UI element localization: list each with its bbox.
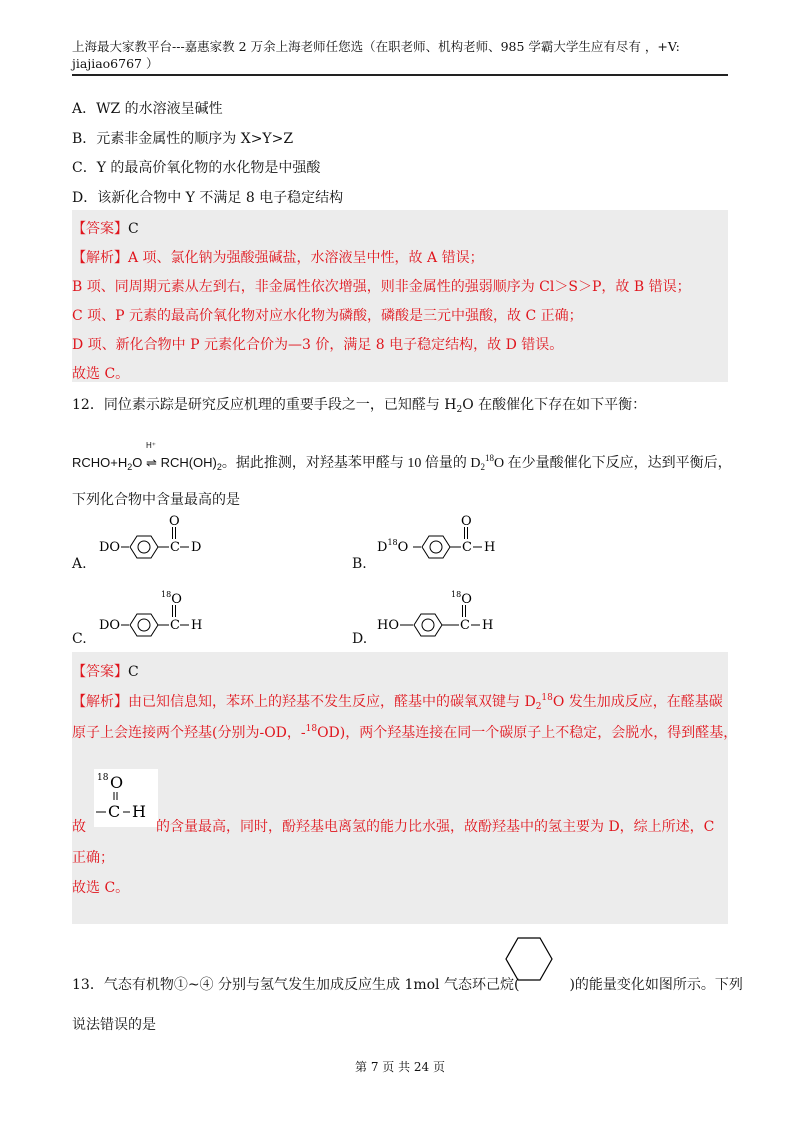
- superscript: 18: [485, 453, 495, 463]
- q11-analysis-line-1: [72, 247, 484, 267]
- analysis-text: 由已知信息知，苯环上的羟基不发生反应，醛基中的碳氧双键与 D: [128, 694, 536, 710]
- atom-label: DO: [99, 618, 121, 633]
- analysis-text: 故: [72, 819, 86, 835]
- header-line-1: 上海最大家教平台---嘉惠家教 2 万余上海老师任您选（在职老师、机构老师、985 学霸大学生应有尽有 ，+V:: [72, 39, 680, 54]
- structure-d: [373, 588, 513, 646]
- benzene-ring: [130, 614, 158, 636]
- answer-tag: 【答案】: [72, 664, 128, 680]
- analysis-text: O 发生加成反应，在醛基碳: [552, 694, 723, 710]
- cyclohexane-icon: [501, 936, 557, 982]
- atom-label: $D^{18}O$: [377, 538, 409, 555]
- ring-circle: [430, 541, 442, 553]
- q11-analysis-line-3: C 项、P 元素的最高价氧化物对应水化物为磷酸，磷酸是三元中强酸，故 C 正确；: [72, 308, 583, 324]
- subscript: 2: [127, 462, 133, 472]
- page-footer: 第 7 页 共 24 页: [355, 1060, 445, 1074]
- q12-answer-line: [72, 661, 139, 681]
- atom-label: H: [482, 618, 494, 633]
- structure-c: [95, 588, 225, 646]
- atom-label: O: [461, 514, 472, 529]
- q11-option-b: B．元素非金属性的顺序为 X>Y>Z: [72, 131, 294, 147]
- subscript: 2: [216, 462, 222, 472]
- q13-stem-line-2: 说法错误的是: [72, 1017, 156, 1033]
- superscript: 18: [541, 693, 553, 703]
- eq-text: RCHO+H: [72, 455, 128, 470]
- atom-label: C: [170, 618, 180, 633]
- stem-text: 13．气态有机物①~④ 分别与氢气发生加成反应生成 1mol 气态环己烷(: [72, 977, 520, 993]
- analysis-text: 的含量最高，同时，酚羟基电离氢的能力比水强，故酚羟基中的氢主要为 D，综上所述，C: [156, 819, 715, 835]
- superscript: 18: [305, 724, 318, 734]
- q12-analysis-line-4: 正确；: [72, 850, 114, 866]
- q11-option-d: D．该新化合物中 Y 不满足 8 电子稳定结构: [72, 190, 344, 206]
- q12-equation-line: [72, 441, 732, 472]
- atom-label: O: [110, 773, 124, 792]
- atom-label: C: [460, 618, 470, 633]
- analysis-tag: 【解析】: [72, 250, 128, 266]
- atom-label: C: [108, 802, 121, 821]
- analysis-text: OD)，两个羟基连接在同一个碳原子上不稳定，会脱水，得到醛基，: [317, 725, 738, 741]
- benzene-ring: [130, 536, 158, 558]
- benzene-ring: [414, 614, 442, 636]
- atom-label: H: [484, 540, 496, 555]
- q11-answer-line: [72, 218, 139, 238]
- atom-label: HO: [377, 618, 399, 633]
- q11-option-c: C．Y 的最高价氧化物的水化物是中强酸: [72, 160, 321, 176]
- q12-option-b-label: B.: [352, 556, 367, 572]
- q12-option-d-label: D.: [352, 631, 368, 647]
- atom-label: H: [132, 802, 146, 821]
- arrow: ⇌: [146, 455, 157, 470]
- q11-analysis-line-5: 故选 C。: [72, 366, 130, 382]
- q12-analysis-line-2: [72, 722, 737, 742]
- stem-text: O 在酸催化下存在如下平衡：: [462, 397, 647, 413]
- stem-text: O 在少量酸催化下反应，达到平衡后，: [494, 456, 732, 471]
- analysis-text: A 项、氯化钠为强酸强碱盐，水溶液呈中性，故 A 错误；: [128, 250, 484, 266]
- ring-circle: [422, 619, 434, 631]
- equilibrium-arrow: [146, 441, 157, 471]
- structure-a: [95, 510, 225, 566]
- q12-analysis-line-5: 故选 C。: [72, 880, 130, 896]
- eq-text: O: [132, 455, 143, 470]
- atom-label: $^{18}$O: [161, 590, 182, 607]
- ring-circle: [138, 619, 150, 631]
- header-line-2: jiajiao6767 ）: [72, 56, 159, 71]
- ring-circle: [138, 541, 150, 553]
- answer-value: C: [128, 221, 139, 237]
- equation: [72, 441, 222, 472]
- q13-stem-line-1: [72, 974, 743, 994]
- q11-analysis-line-2: B 项、同周期元素从左到右，非金属性依次增强，则非金属性的强弱顺序为 Cl＞S＞P，故 B 错误；: [72, 279, 691, 295]
- answer-value: C: [128, 664, 139, 680]
- atom-label: DO: [99, 540, 121, 555]
- q11-analysis-line-4: D 项、新化合物中 P 元素化合价为—3 价，满足 8 电子稳定结构，故 D 错误。: [72, 337, 564, 353]
- page-header: [72, 38, 732, 72]
- q12-stem-line-1: [72, 394, 646, 415]
- q12-analysis-line-1: [72, 691, 723, 712]
- atom-label: D: [191, 540, 202, 555]
- stem-text: 12．同位素示踪是研究反应机理的重要手段之一，已知醛与 H: [72, 397, 457, 413]
- stem-text: 。据此推测，对羟基苯甲醛与 10 倍量的 D: [221, 456, 481, 471]
- q12-analysis-line-3: [72, 816, 714, 836]
- structure-b: [373, 510, 513, 566]
- catalyst-label: H⁺: [146, 441, 157, 450]
- atom-label: H: [191, 618, 203, 633]
- q12-stem-line-3: 下列化合物中含量最高的是: [72, 492, 240, 508]
- atom-label: O: [169, 514, 180, 529]
- stem-text: )的能量变化如图所示。下列: [569, 977, 743, 993]
- isotope-label: 18: [97, 773, 109, 783]
- atom-label: C: [462, 540, 472, 555]
- q12-option-c-label: C.: [72, 631, 87, 647]
- atom-label: C: [170, 540, 180, 555]
- q11-answer-box: [72, 210, 728, 382]
- atom-label: $^{18}$O: [451, 590, 472, 607]
- benzene-ring: [422, 536, 450, 558]
- q12-answer-box: [72, 652, 738, 924]
- q12-option-a-label: A.: [72, 556, 87, 572]
- answer-tag: 【答案】: [72, 221, 128, 237]
- analysis-tag: 【解析】: [72, 694, 128, 710]
- eq-text: RCH(OH): [160, 455, 217, 470]
- subscript: 2: [456, 405, 463, 415]
- subscript: 2: [535, 702, 542, 712]
- q11-option-a: A．WZ 的水溶液呈碱性: [72, 101, 223, 117]
- analysis-text: 原子上会连接两个羟基(分别为-OD，-: [72, 725, 306, 741]
- header-divider: [72, 74, 728, 76]
- subscript: 2: [480, 462, 486, 472]
